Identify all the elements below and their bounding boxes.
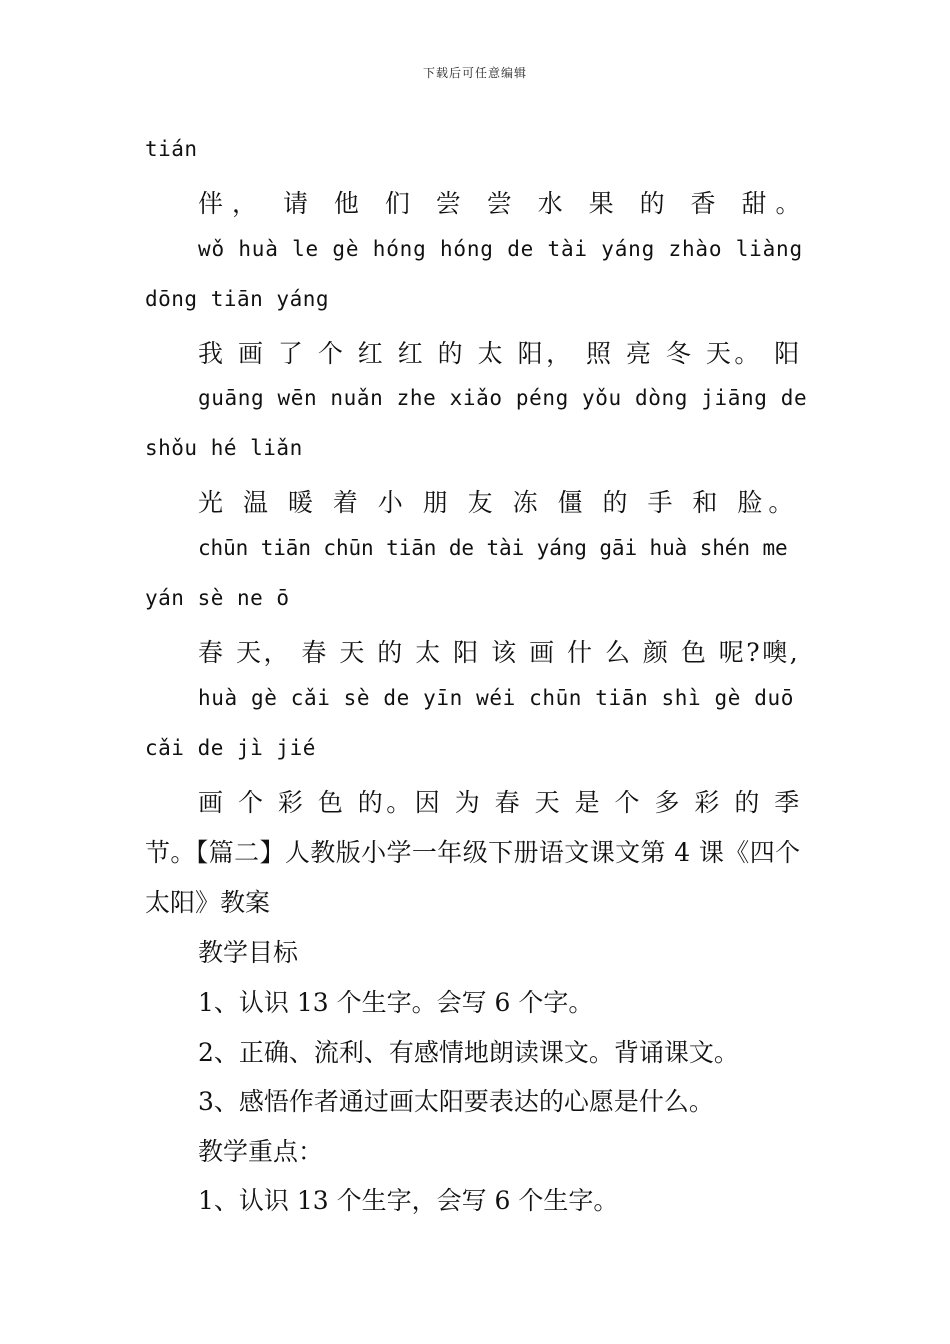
text-line: 光 温 暖 着 小 朋 友 冻 僵 的 手 和 脸。 (198, 488, 800, 517)
pinyin-line: shǒu hé liǎn (145, 436, 303, 460)
pinyin-line: cǎi de jì jié (145, 736, 316, 760)
text-line: 画 个 彩 色 的。因 为 春 天 是 个 多 彩 的 季 (198, 788, 803, 817)
list-item: 3、感悟作者通过画太阳要表达的心愿是什么。 (198, 1087, 714, 1116)
text-line: 春 天， 春 天 的 太 阳 该 画 什 么 颜 色 呢?噢, (198, 638, 801, 667)
list-item: 2、正确、流利、有感情地朗读课文。背诵课文。 (198, 1038, 739, 1067)
text-line: 我 画 了 个 红 红 的 太 阳， 照 亮 冬 天。 阳 (198, 339, 803, 368)
pinyin-line: guāng wēn nuǎn zhe xiǎo péng yǒu dòng jiāng de (198, 386, 808, 410)
list-item: 1、认识 13 个生字。会写 6 个字。 (198, 988, 594, 1017)
pinyin-line: wǒ huà le gè hóng hóng de tài yáng zhào liàng (198, 237, 803, 261)
section-heading: 教学重点： (198, 1137, 324, 1166)
pinyin-line: yán sè ne ō (145, 586, 290, 610)
text-line: 太阳》教案 (145, 888, 271, 917)
text-line: 节。【篇二】人教版小学一年级下册语文课文第 4 课《四个 (145, 838, 801, 867)
section-heading: 教学目标 (198, 938, 299, 967)
text-line: 伴， 请 他 们 尝 尝 水 果 的 香 甜。 (198, 189, 810, 218)
pinyin-line: dōng tiān yáng (145, 287, 330, 311)
pinyin-line: tián (145, 137, 198, 161)
list-item: 1、认识 13 个生字，会写 6 个生字。 (198, 1186, 619, 1215)
pinyin-line: huà gè cǎi sè de yīn wéi chūn tiān shì gè duō (198, 686, 794, 710)
pinyin-line: chūn tiān chūn tiān de tài yáng gāi huà shén me (198, 536, 788, 560)
page-header: 下载后可任意编辑 (422, 66, 527, 80)
